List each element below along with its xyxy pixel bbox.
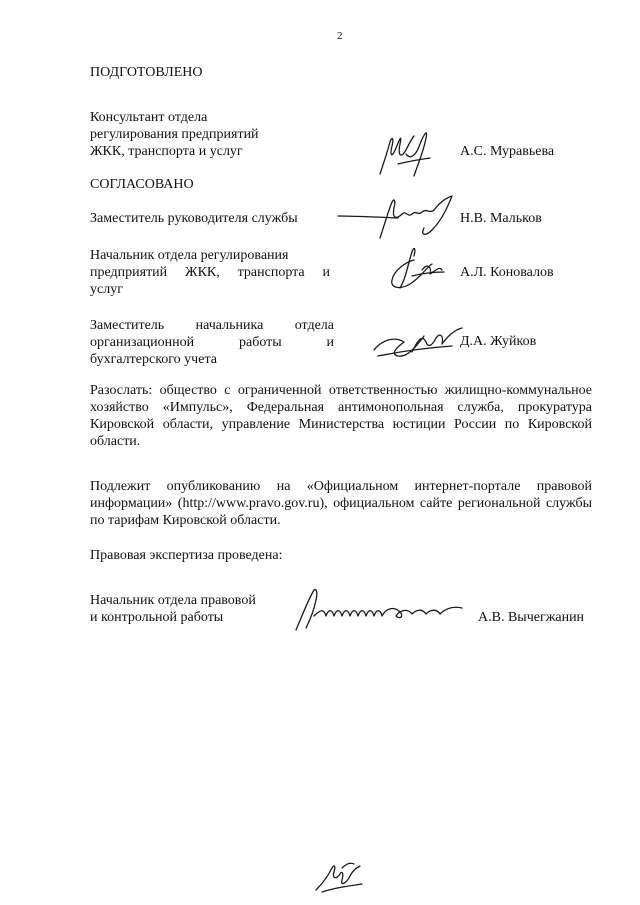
signatory-name: Д.А. Жуйков [460,334,537,349]
prepared-name: А.С. Муравьева [460,144,555,159]
signatory-position-line: Начальник отдела регулирования [90,248,289,263]
prepared-position-line: регулирования предприятий [90,127,259,142]
signatory-position-line: Заместитель начальника отдела [90,318,334,333]
distribution-paragraph: Разослать: общество с ограниченной ответственностью жилищно-коммунальное хозяйство «Импульс», Федеральная антимонопольная служба, прокуратура Кировской области, управление Министерства юстиции России по Кировской области. [90,383,592,449]
prepared-heading: ПОДГОТОВЛЕНО [90,65,203,80]
signatory-position-line: Заместитель руководителя службы [90,211,298,226]
agreed-heading: СОГЛАСОВАНО [90,177,194,192]
prepared-position-line: Консультант отдела [90,110,208,125]
prepared-position-line: ЖКК, транспорта и услуг [90,144,243,159]
page-number: 2 [337,30,343,42]
legal-review-position-line: Начальник отдела правовой [90,593,256,608]
signatory-position-line: услуг [90,282,123,297]
signature-vychegzhanin [290,586,466,634]
signatory-position-line: организационной работы и [90,335,334,350]
signature-muravyeva [376,124,436,182]
signature-malkov [336,192,464,244]
signature-zhuykov [368,318,468,362]
legal-review-note: Правовая экспертиза проведена: [90,548,283,563]
signatory-name: А.Л. Коновалов [460,265,554,280]
legal-review-position-line: и контрольной работы [90,610,224,625]
signatory-name: Н.В. Мальков [460,211,542,226]
signatory-position-line: предприятий ЖКК, транспорта и [90,265,330,280]
signature-konovalov [386,240,456,296]
legal-review-name: А.В. Вычегжанин [478,610,585,625]
publication-paragraph: Подлежит опубликованию на «Официальном интернет-портале правовой информации» (http://www.pravo.gov.ru), официальном сайте региональной службы по тарифам Кировской области. [90,479,592,528]
signatory-position-line: бухгалтерского учета [90,352,217,367]
initials-mark [312,860,366,896]
